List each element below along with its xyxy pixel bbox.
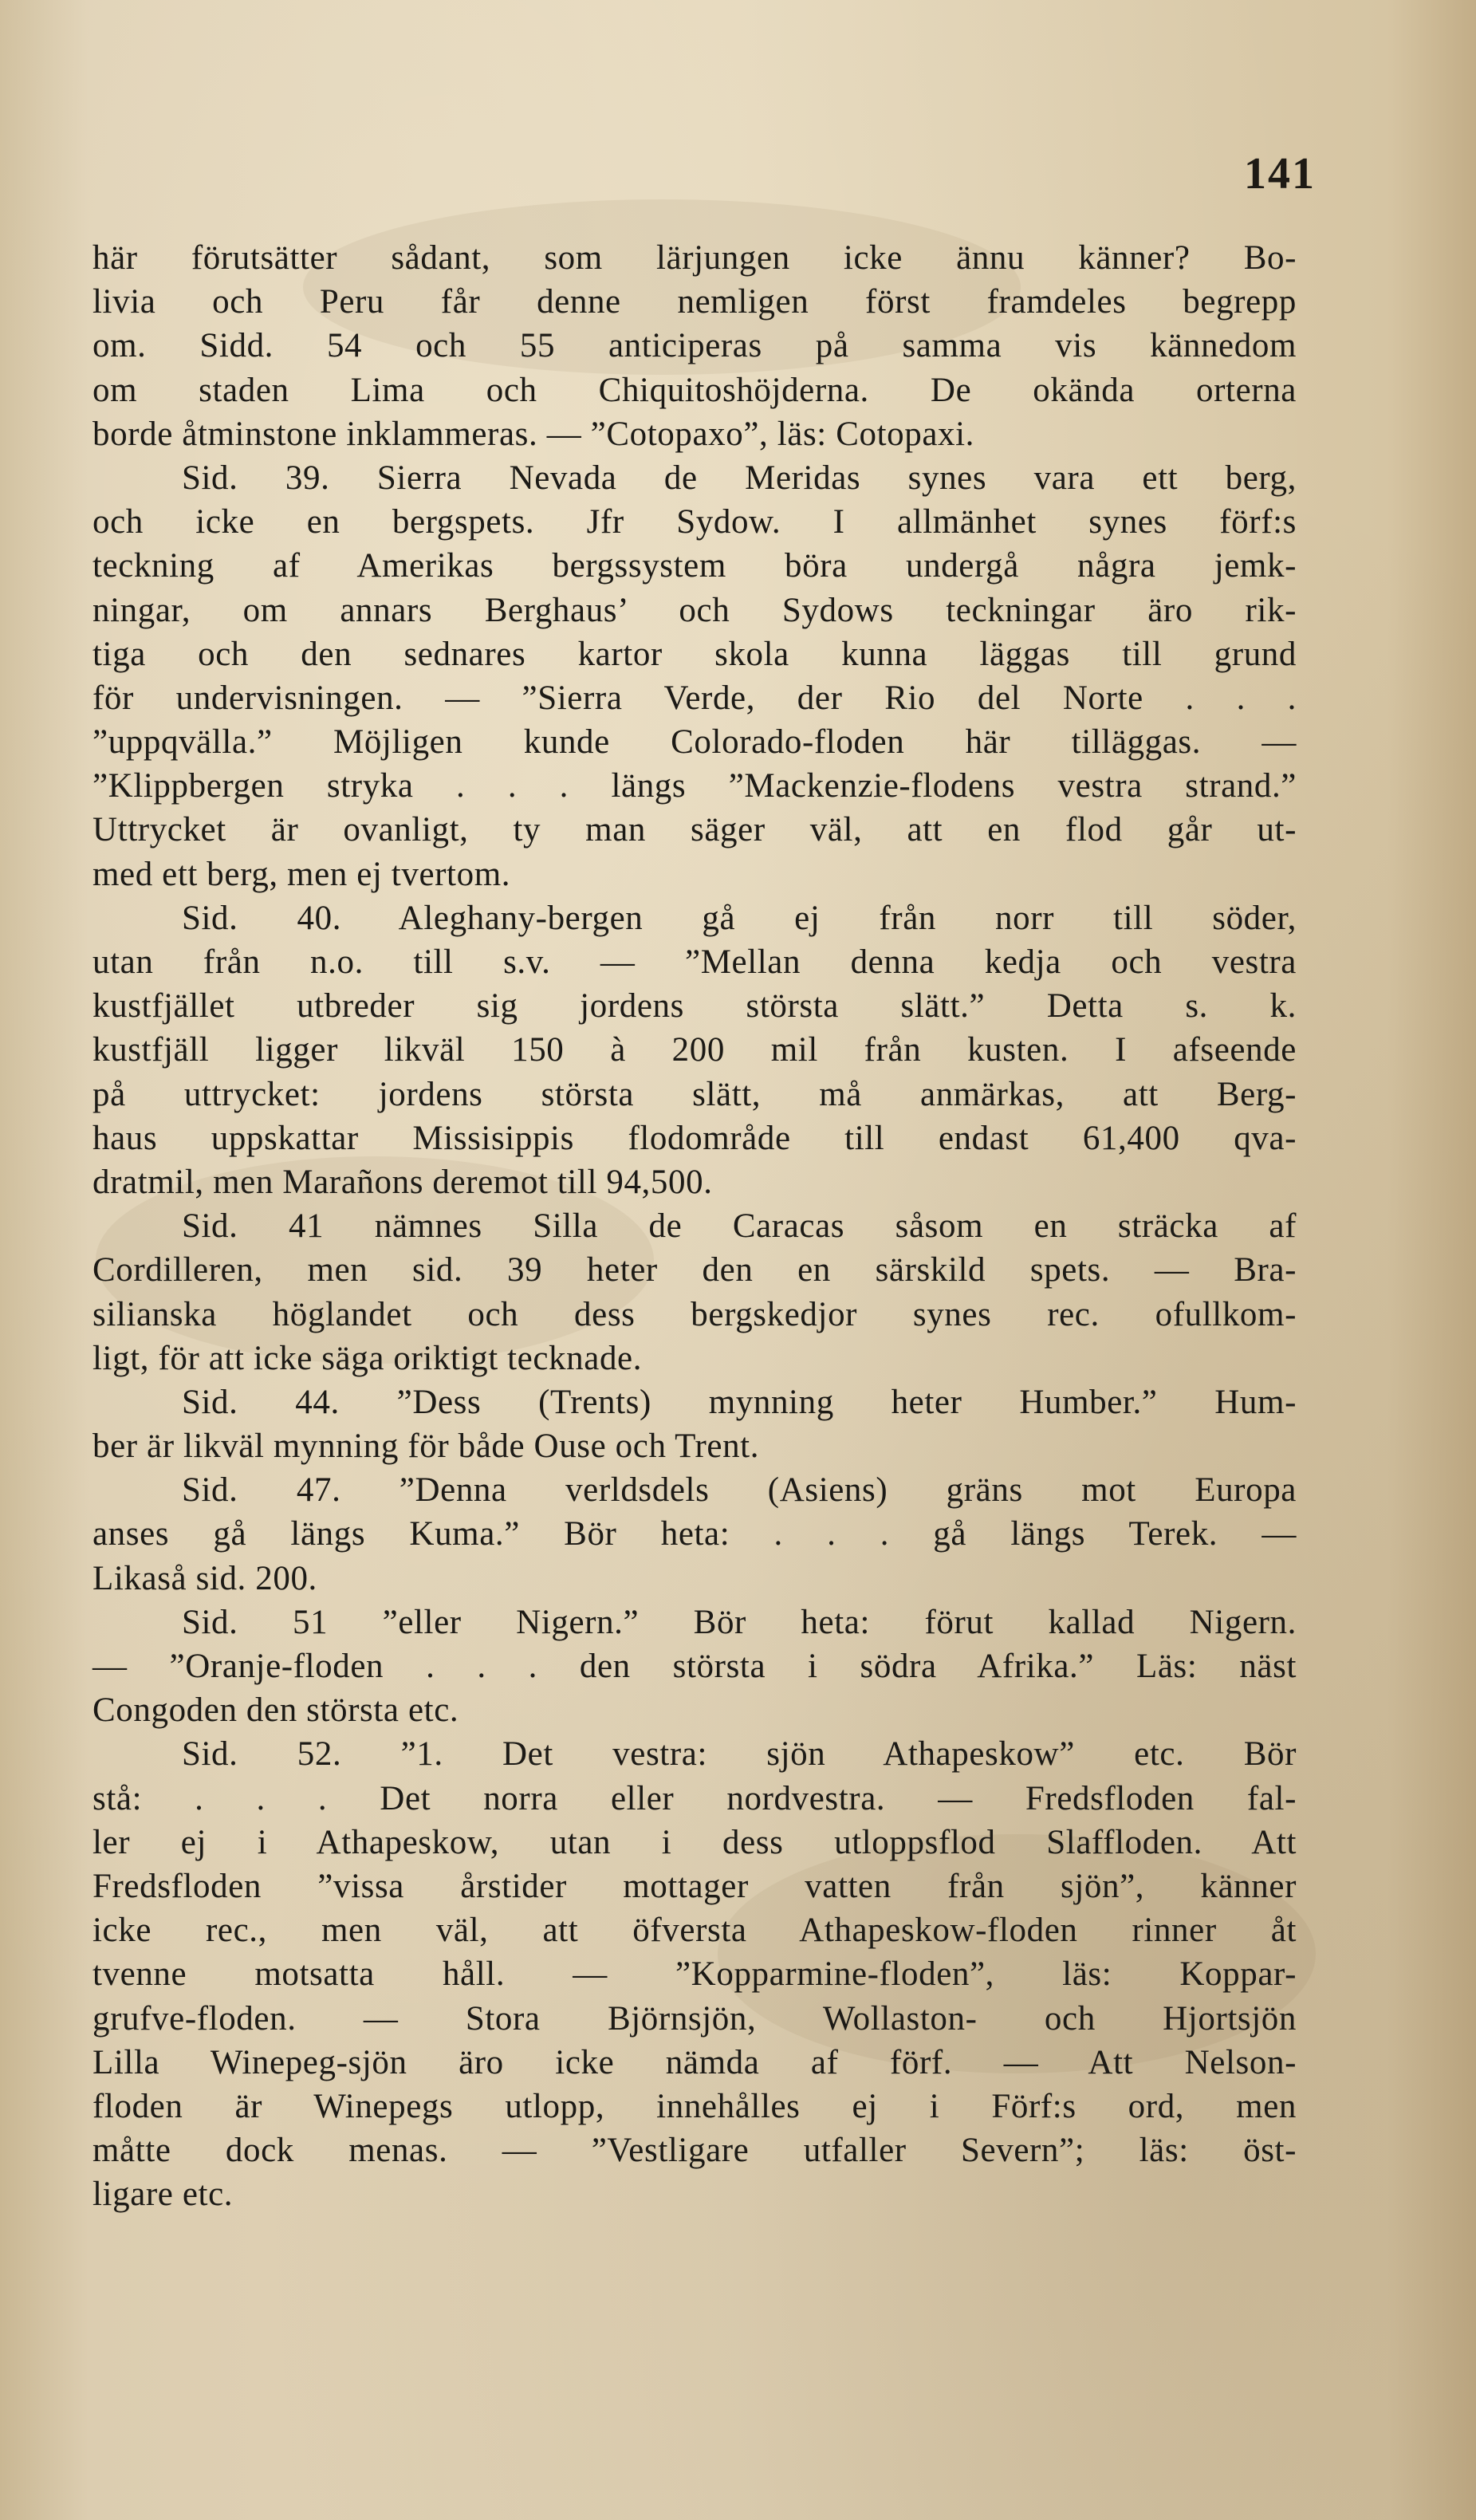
text-line: ligare etc. [92,2175,234,2214]
text-line: Sid. 41 nämnes Silla de Caracas såsom en sträcka af [182,1207,1297,1246]
text-line: Sid. 44. ”Dess (Trents) mynning heter Humber.” Hum- [182,1383,1297,1421]
text-line: ningar, om annars Berghaus’ och Sydows teckningar äro rik- [92,591,1297,629]
text-line: ”uppqvälla.” Möjligen kunde Colorado-floden här tilläggas. — [92,723,1297,762]
text-line: Sid. 51 ”eller Nigern.” Bör heta: förut kallad Nigern. [182,1603,1297,1641]
text-line: Sid. 40. Aleghany-bergen gå ej från norr till söder, [182,899,1297,937]
text-line: Congoden den största etc. [92,1691,459,1730]
text-line: silianska höglandet och dess bergskedjor synes rec. ofullkom- [92,1295,1297,1333]
text-line: ber är likväl mynning för både Ouse och Trent. [92,1427,760,1466]
text-line: om staden Lima och Chiquitoshöjderna. De okända orterna [92,371,1297,409]
text-line: tiga och den sednares kartor skola kunna läggas till grund [92,635,1297,673]
text-line: med ett berg, men ej tvertom. [92,855,511,893]
text-line: anses gå längs Kuma.” Bör heta: . . . gå längs Terek. — [92,1515,1297,1553]
text-line: ”Klippbergen stryka . . . längs ”Mackenzie-flodens vestra strand.” [92,767,1297,805]
text-line: här förutsätter sådant, som lärjungen icke ännu känner? Bo- [92,239,1297,277]
text-line: Fredsfloden ”vissa årstider mottager vatten från sjön”, känner [92,1867,1297,1905]
text-line: Lilla Winepeg-sjön äro icke nämda af förf. — Att Nelson- [92,2043,1297,2081]
text-line: Cordilleren, men sid. 39 heter den en särskild spets. — Bra- [92,1251,1297,1290]
text-line: stå: . . . Det norra eller nordvestra. — Fredsfloden fal- [92,1779,1297,1817]
text-line: icke rec., men väl, att öfversta Athapeskow-floden rinner åt [92,1912,1297,1950]
text-line: Sid. 52. ”1. Det vestra: sjön Athapeskow” etc. Bör [182,1735,1297,1774]
text-line: haus uppskattar Missisippis flodområde till endast 61,400 qva- [92,1119,1297,1157]
text-line: ligt, för att icke säga oriktigt tecknade. [92,1339,643,1377]
text-line: tvenne motsatta håll. — ”Kopparmine-floden”, läs: Koppar- [92,1955,1297,1994]
text-line: på uttrycket: jordens största slätt, må anmärkas, att Berg- [92,1075,1297,1113]
text-line: Uttrycket är ovanligt, ty man säger väl, att en flod går ut- [92,811,1297,849]
text-line: och icke en bergspets. Jfr Sydow. I allmänhet synes förf:s [92,503,1297,541]
text-line: Sid. 39. Sierra Nevada de Meridas synes vara ett berg, [182,459,1297,497]
text-line: dratmil, men Marañons deremot till 94,500. [92,1163,713,1201]
text-line: kustfjäll ligger likväl 150 à 200 mil från kusten. I afseende [92,1031,1297,1069]
text-line: kustfjället utbreder sig jordens största slätt.” Detta s. k. [92,987,1297,1026]
text-line: om. Sidd. 54 och 55 anticiperas på samma vis kännedom [92,327,1297,365]
text-line: Sid. 47. ”Denna verldsdels (Asiens) gräns mot Europa [182,1471,1297,1510]
text-line: teckning af Amerikas bergssystem böra undergå några jemk- [92,547,1297,585]
page-number: 141 [1244,149,1316,199]
text-line: — ”Oranje-floden . . . den största i södra Afrika.” Läs: näst [92,1648,1297,1685]
text-line: för undervisningen. — ”Sierra Verde, der Rio del Norte . . . [92,679,1297,717]
text-line: utan från n.o. till s.v. — ”Mellan denna kedja och vestra [92,943,1297,981]
text-line: grufve-floden. — Stora Björnsjön, Wollaston- och Hjortsjön [92,1999,1297,2038]
body-text [92,236,1297,2216]
text-line: floden är Winepegs utlopp, innehålles ej i Förf:s ord, men [92,2087,1297,2125]
text-line: borde åtminstone inklammeras. — ”Cotopaxo”, läs: Cotopaxi. [92,415,974,453]
text-line: ler ej i Athapeskow, utan i dess utloppsflod Slaffloden. Att [92,1823,1297,1861]
text-line: livia och Peru får denne nemligen först framdeles begrepp [92,283,1297,321]
text-line: måtte dock menas. — ”Vestligare utfaller Severn”; läs: öst- [92,2132,1297,2170]
text-line: Likaså sid. 200. [92,1559,317,1597]
